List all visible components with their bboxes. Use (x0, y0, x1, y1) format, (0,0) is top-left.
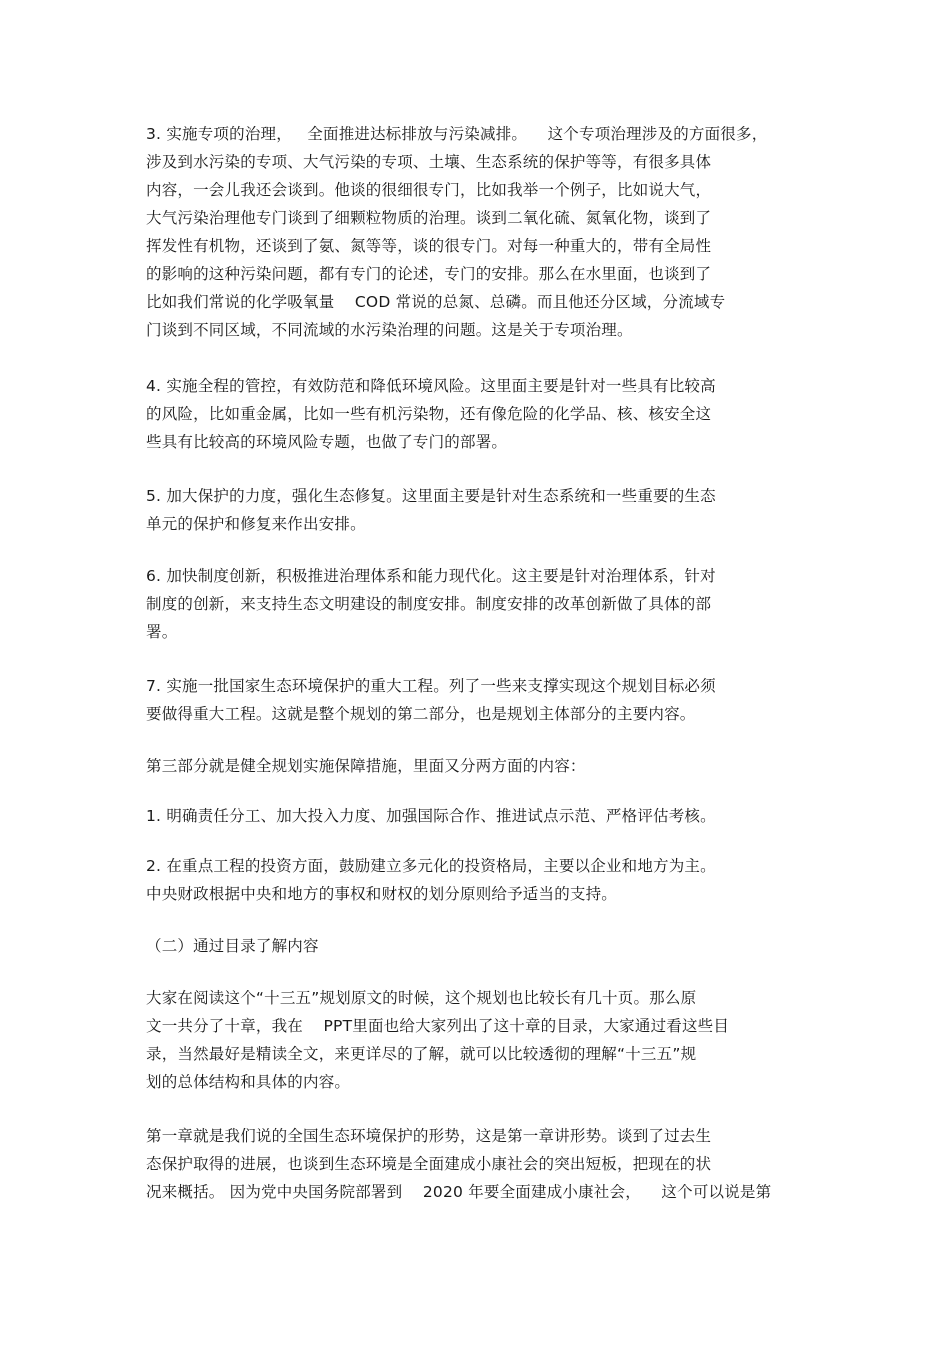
text-line: 划的总体结构和具体的内容。 (146, 1073, 351, 1091)
text-line: 制度的创新，来支持生态文明建设的制度安排。制度安排的改革创新做了具体的部 (146, 595, 712, 613)
text-line: 大家在阅读这个“十三五”规划原文的时候，这个规划也比较长有几十页。那么原 (146, 989, 697, 1007)
text-line: 6. 加快制度创新，积极推进治理体系和能力现代化。这主要是针对治理体系，针对 (146, 567, 716, 585)
text-line: 挥发性有机物，还谈到了氨、氮等等，谈的很专门。对每一种重大的，带有全局性 (146, 237, 712, 255)
text-line: 5. 加大保护的力度，强化生态修复。这里面主要是针对生态系统和一些重要的生态 (146, 487, 716, 505)
text-line: 第三部分就是健全规划实施保障措施，里面又分两方面的内容： (146, 757, 586, 775)
text-line: 况来概括。 因为党中央国务院部署到 2020 年要全面建成小康社会， 这个可以说是第 (146, 1183, 772, 1201)
text-line: 1. 明确责任分工、加大投入力度、加强国际合作、推进试点示范、严格评估考核。 (146, 807, 716, 825)
text-line: 第一章就是我们说的全国生态环境保护的形势，这是第一章讲形势。谈到了过去生 (146, 1127, 712, 1145)
text-line: 单元的保护和修复来作出安排。 (146, 515, 366, 533)
text-line: 的影响的这种污染问题，都有专门的论述，专门的安排。那么在水里面，也谈到了 (146, 265, 712, 283)
text-line: 署。 (146, 623, 178, 641)
text-line: 门谈到不同区域，不同流域的水污染治理的问题。这是关于专项治理。 (146, 321, 633, 339)
text-line: 要做得重大工程。这就是整个规划的第二部分，也是规划主体部分的主要内容。 (146, 705, 696, 723)
text-line: 中央财政根据中央和地方的事权和财权的划分原则给予适当的支持。 (146, 885, 618, 903)
text-line: 些具有比较高的环境风险专题，也做了专门的部署。 (146, 433, 508, 451)
section-heading: （二）通过目录了解内容 (146, 937, 319, 955)
text-line: 文一共分了十章，我在 PPT里面也给大家列出了这十章的目录，大家通过看这些目 (146, 1017, 730, 1035)
text-line: 比如我们常说的化学吸氧量 COD 常说的总氮、总磷。而且他还分区域，分流域专 (146, 293, 726, 311)
text-line: 大气污染治理他专门谈到了细颗粒物质的治理。谈到二氧化硫、氮氧化物，谈到了 (146, 209, 712, 227)
text-line: 的风险，比如重金属，比如一些有机污染物，还有像危险的化学品、核、核安全这 (146, 405, 712, 423)
text-line: 态保护取得的进展，也谈到生态环境是全面建成小康社会的突出短板，把现在的状 (146, 1155, 712, 1173)
text-line: 涉及到水污染的专项、大气污染的专项、土壤、生态系统的保护等等，有很多具体 (146, 153, 712, 171)
text-line: 2. 在重点工程的投资方面，鼓励建立多元化的投资格局，主要以企业和地方为主。 (146, 857, 716, 875)
text-line: 7. 实施一批国家生态环境保护的重大工程。列了一些来支撑实现这个规划目标必须 (146, 677, 716, 695)
text-line: 录，当然最好是精读全文，来更详尽的了解，就可以比较透彻的理解“十三五”规 (146, 1045, 697, 1063)
text-line: 内容，一会儿我还会谈到。他谈的很细很专门，比如我举一个例子，比如说大气， (146, 181, 712, 199)
text-line: 3. 实施专项的治理， 全面推进达标排放与污染减排。 这个专项治理涉及的方面很多， (146, 125, 768, 143)
text-line: 4. 实施全程的管控，有效防范和降低环境风险。这里面主要是针对一些具有比较高 (146, 377, 716, 395)
